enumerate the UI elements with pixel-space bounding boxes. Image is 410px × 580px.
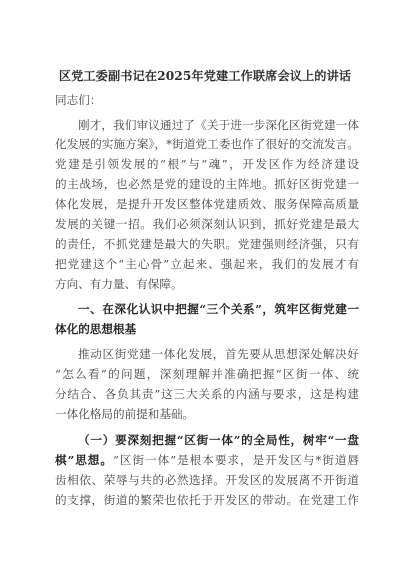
subheading-normal-text: “区街一体”是根本要求，是开发区与*街道唇 <box>112 453 359 467</box>
text-line: 化发展的实施方案》，*街道党工委也作了很好的交流发言。 <box>55 137 359 151</box>
text-line: 刚才，我们审议通过了《关于进一步深化区街党建一体 <box>78 118 359 132</box>
text-line: “怎么看”的问题，深刻理解并准确把握“区街一体、统 <box>55 367 359 381</box>
text-line: 的主战场，也必然是党的建设的主阵地。抓好区街党建一 <box>55 177 359 191</box>
text-line: 方向、有力量、有保障。 <box>55 277 183 291</box>
subheading-line: （一）要深刻把握“区街一体”的全局性，树牢“一盘 <box>78 433 359 447</box>
subheading-line <box>55 452 359 468</box>
text-line: 发展的关键一招。我们必须深刻认识到，抓好党建是最大 <box>55 217 359 231</box>
text-line: 齿相依、荣辱与共的必然选择。开发区的发展离不开街道 <box>55 473 359 487</box>
document-title: 区党工委副书记在2025年党建工作联席会议上的讲话 <box>58 69 352 83</box>
heading-line: 体化的思想根基 <box>55 322 137 336</box>
text-line: 把党建这个“主心骨”立起来、强起来，我们的发展才有 <box>55 257 359 271</box>
text-line: 党建是引领发展的“根”与“魂”，开发区作为经济建设 <box>55 157 359 171</box>
text-line: 的责任，不抓党建是最大的失职。党建强则经济强，只有 <box>55 237 359 251</box>
text-line: 的支撑，街道的繁荣也依托于开发区的带动。在党建工作 <box>55 493 359 507</box>
text-line: 分结合、各负其责”这三大关系的内涵与要求，这是构建 <box>55 387 359 401</box>
subheading-bold-text: 棋”思想。 <box>55 453 113 467</box>
text-line: 体化发展，是提升开发区整体党建质效、服务保障高质量 <box>55 197 359 211</box>
text-line: 推动区街党建一体化发展，首先要从思想深处解决好 <box>78 347 359 361</box>
text-line: 一体化格局的前提和基础。 <box>55 407 195 421</box>
heading-line: 一、在深化认识中把握“三个关系”，筑牢区街党建一 <box>78 302 359 316</box>
salutation: 同志们： <box>55 93 102 107</box>
